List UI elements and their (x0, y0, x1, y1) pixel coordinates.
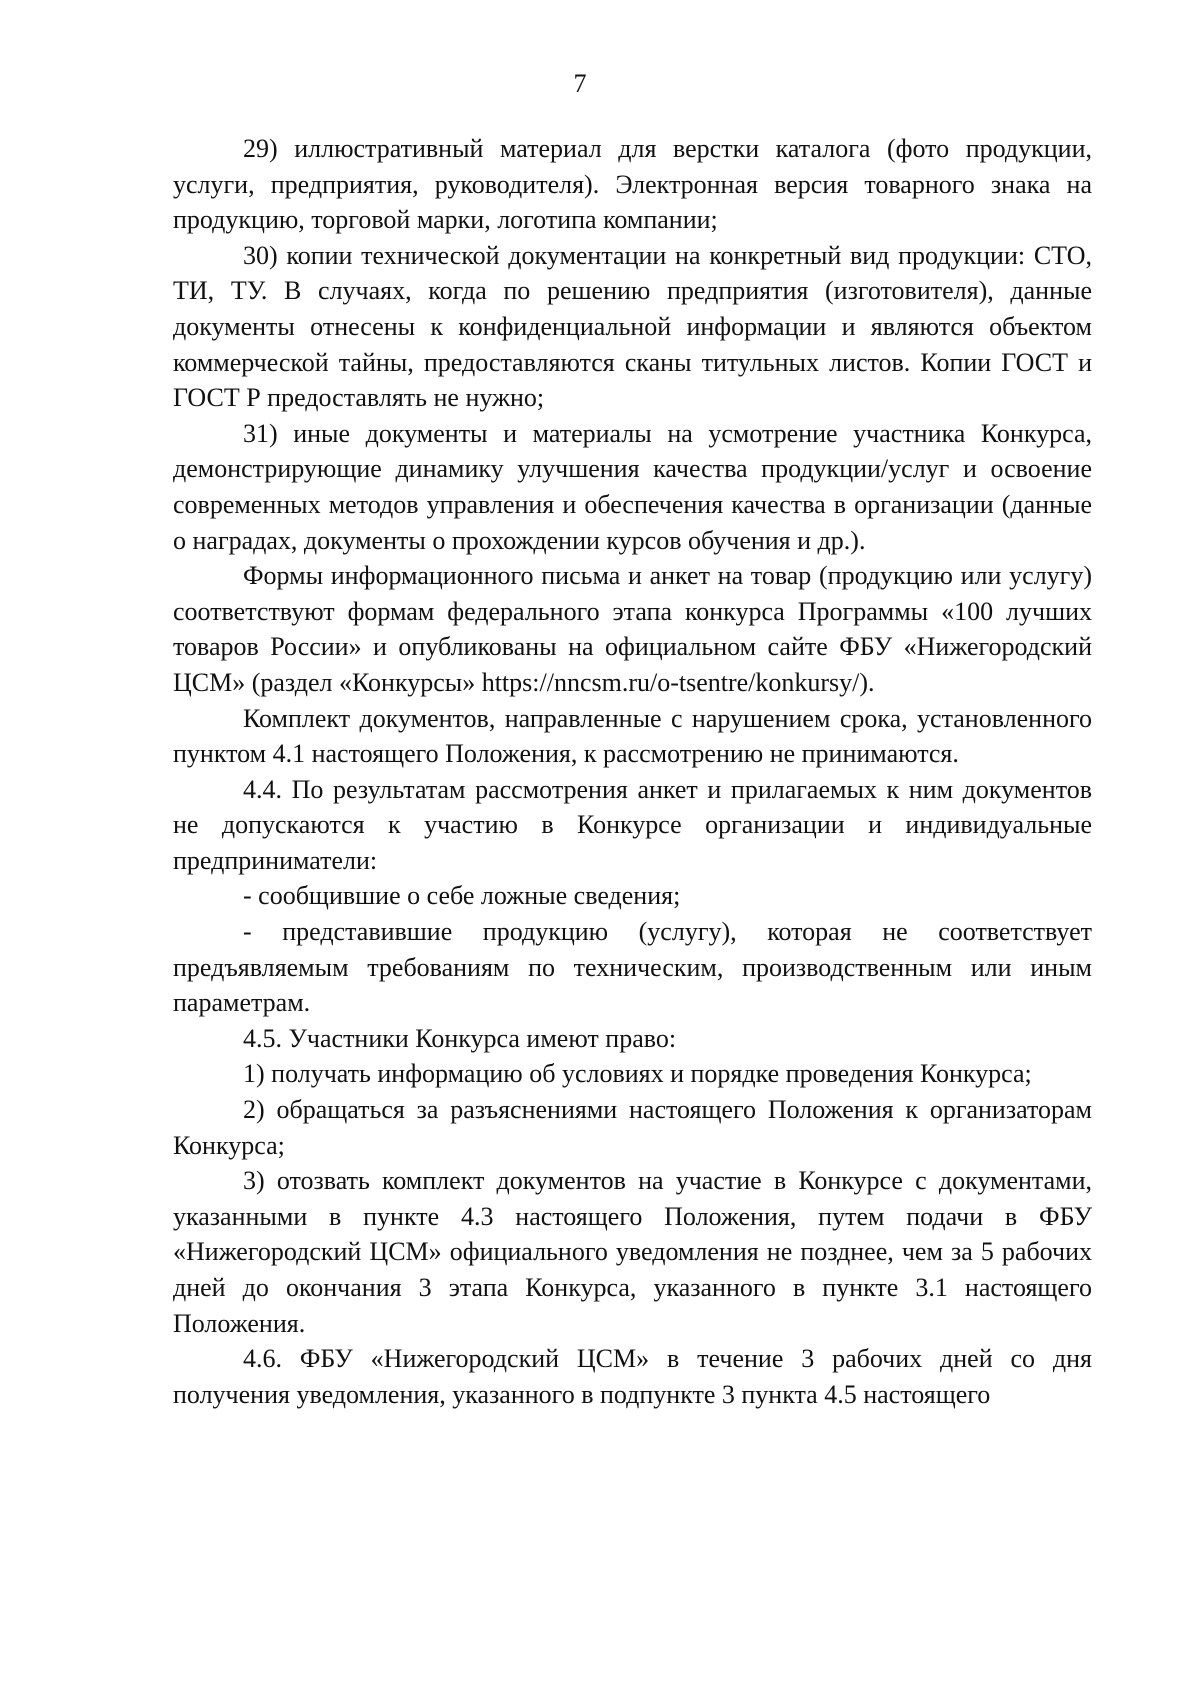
page-number: 7 (573, 69, 587, 98)
paragraph-item-31: 31) иные документы и материалы на усмотрение участника Конкурса, демонстрирующие динамику улучшения качества продукции/услуг и освоение современных методов управления и обеспечения качества в организации (данные о наградах, документы о прохождении курсов обучения и др.). (173, 418, 1092, 555)
paragraph-section-4-5: 4.5. Участники Конкурса имеют право: (243, 1023, 677, 1053)
document-body (173, 131, 1092, 1412)
paragraph-late-documents: Комплект документов, направленные с нарушением срока, установленного пунктом 4.1 настоящего Положения, к рассмотрению не принимаются. (173, 703, 1092, 769)
paragraph-forms-info: Формы информационного письма и анкет на товар (продукцию или услугу) соответствуют формам федерального этапа конкурса Программы «100 лучших товаров России» и опубликованы на официальном сайте ФБУ «Нижегородский ЦСМ» (раздел «Конкурсы» https://nncsm.ru/o-tsentre/konkursy/). (173, 561, 1092, 697)
paragraph-section-4-6: 4.6. ФБУ «Нижегородский ЦСМ» в течение 3 рабочих дней со дня получения уведомления, указанного в подпункте 3 пункта 4.5 настоящего (173, 1344, 1092, 1409)
paragraph-right-2: 2) обращаться за разъяснениями настоящего Положения к организаторам Конкурса; (173, 1095, 1092, 1160)
paragraph-item-30: 30) копии технической документации на конкретный вид продукции: СТО, ТИ, ТУ. В случаях, когда по решению предприятия (изготовителя), данные документы отнесены к конфиденциальной информации и являются объектом коммерческой тайны, предоставляются сканы титульных листов. Копии ГОСТ и ГОСТ Р предоставлять не нужно; (173, 240, 1092, 413)
paragraph-noncompliant-product: - представившие продукцию (услугу), которая не соответствует предъявляемым требованиям по техническим, производственным или иным параметрам. (173, 917, 1092, 1018)
paragraph-item-29: 29) иллюстративный материал для верстки каталога (фото продукции, услуги, предприятия, руководителя). Электронная версия товарного знака на продукцию, торговой марки, логотипа компании; (173, 134, 1092, 235)
paragraph-section-4-4: 4.4. По результатам рассмотрения анкет и прилагаемых к ним документов не допускаются к участию в Конкурсе организации и индивидуальные предприниматели: (173, 774, 1092, 875)
paragraph-right-1: 1) получать информацию об условиях и порядке проведения Конкурса; (243, 1059, 1032, 1089)
paragraph-right-3: 3) отозвать комплект документов на участие в Конкурсе с документами, указанными в пункте 4.3 настоящего Положения, путем подачи в ФБУ «Нижегородский ЦСМ» официального уведомления не позднее, чем за 5 рабочих дней до окончания 3 этапа Конкурса, указанного в пункте 3.1 настоящего Положения. (173, 1166, 1092, 1338)
paragraph-false-info: - сообщившие о себе ложные сведения; (243, 881, 681, 911)
